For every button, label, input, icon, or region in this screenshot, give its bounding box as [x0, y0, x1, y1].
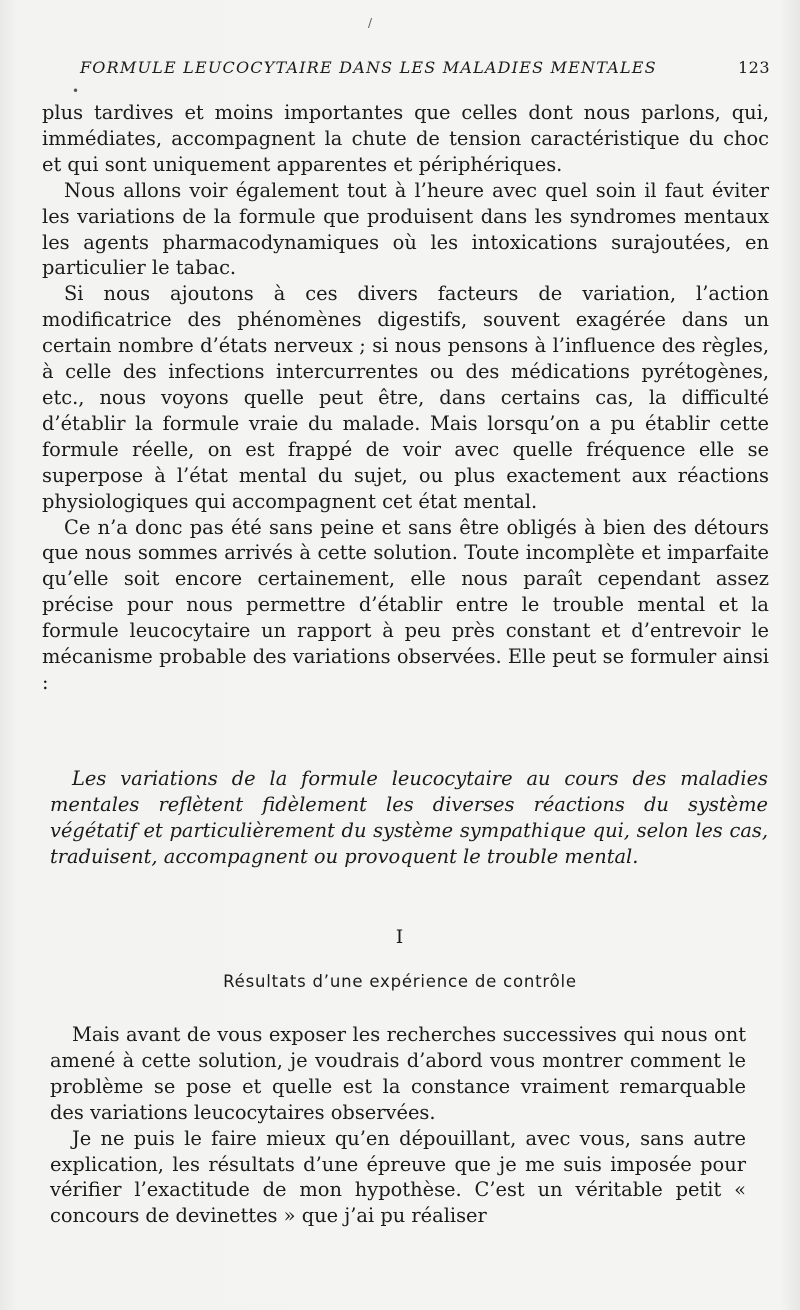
section-title: Résultats d’une expérience de contrôle	[223, 972, 577, 991]
scan-dot: •	[72, 84, 80, 98]
section-number: I	[395, 926, 405, 948]
paragraph-continued: plus tardives et moins importantes que celles dont nous parlons, qui, immédiates, accompagnent la chute de tension caractéristique du choc et qui sont uniquement apparentes et périphériques.	[42, 101, 769, 176]
paragraph: Ce n’a donc pas été sans peine et sans être obligés à bien des détours que nous sommes arrivés à cette solution. Toute incomplète et imparfaite qu’elle soit encore certainement, elle nous paraît cependant assez précise pour nous permettre d’établir entre le trouble mental et la formule leucocytaire un rapport à peu près constant et d’entrevoir le mécanisme probable des variations observées. Elle peut se formuler ainsi :	[42, 515, 769, 694]
scan-mark: /	[368, 16, 373, 30]
running-header	[80, 58, 770, 84]
paragraph: Nous allons voir également tout à l’heure avec quel soin il faut éviter les variations de la formule que produisent dans les syndromes mentaux les agents pharmacodynamiques où les intoxications surajoutées, en particulier le tabac.	[42, 178, 769, 280]
section-text	[50, 1022, 746, 1229]
running-title: FORMULE LEUCOCYTAIRE DANS LES MALADIES MENTALES	[80, 58, 657, 77]
paragraph: Mais avant de vous exposer les recherches successives qui nous ont amené à cette solution, je voudrais d’abord vous montrer comment le problème se pose et quelle est la constance vraiment remarquable des variations leucocytaires observées.	[50, 1023, 746, 1124]
paragraph: Je ne puis le faire mieux qu’en dépouillant, avec vous, sans autre explication, les résultats d’une épreuve que je me suis imposée pour vérifier l’exactitude de mon hypothèse. C’est un véritable petit « concours de devinettes » que j’ai pu réaliser	[50, 1126, 746, 1228]
body-text	[42, 100, 769, 696]
paragraph: Si nous ajoutons à ces divers facteurs de variation, l’action modificatrice des phénomènes digestifs, souvent exagérée dans un certain nombre d’états nerveux ; si nous pensons à l’influence des règles, à celle des infections intercurrentes ou des médications pyrétogènes, etc., nous voyons quelle peut être, dans certains cas, la difficulté d’établir la formule vraie du malade. Mais lorsqu’on a pu établir cette formule réelle, on est frappé de voir avec quelle fréquence elle se superpose à l’état mental du sujet, ou plus exactement aux réactions physiologiques qui accompagnent cet état mental.	[42, 282, 769, 513]
italic-conclusion: Les variations de la formule leucocytaire au cours des maladies mentales reflètent fidèlement les diverses réactions du système végétatif et particulièrement du système sympathique qui, selon les cas, traduisent, accompagnent ou provoquent le trouble mental.	[50, 767, 768, 868]
page-number: 123	[737, 58, 770, 77]
